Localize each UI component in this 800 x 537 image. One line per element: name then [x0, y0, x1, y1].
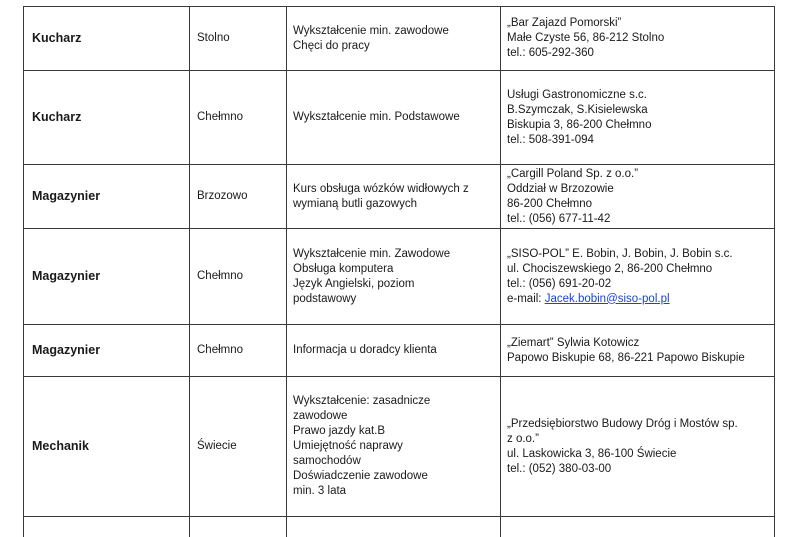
employer-line: tel.: 605-292-360 — [507, 47, 594, 59]
requirement-line: Wykształcenie min. zawodowe — [293, 24, 449, 37]
employer-cell — [501, 7, 775, 71]
requirements-cell — [287, 517, 501, 537]
requirement-line: zawodowe — [293, 410, 348, 422]
location-cell: Brzozowo — [190, 165, 287, 229]
employer-line: 86-200 Chełmno — [507, 197, 593, 210]
employer-line: tel.: (052) 380-03-00 — [507, 462, 612, 475]
requirement-line: Wykształcenie min. Zawodowe — [293, 247, 451, 260]
position-cell: Kucharz — [24, 71, 190, 165]
employer-line: „Przedsiębiorstwo Budowy Dróg i Mostów sp. — [507, 417, 738, 430]
table-row — [24, 165, 775, 229]
requirement-line: samochodów — [293, 455, 361, 467]
employer-line: ul. Laskowicka 3, 86-100 Świecie — [507, 447, 677, 460]
employer-line: z o.o.” — [507, 432, 539, 445]
requirement-line: wymianą butli gazowych — [293, 197, 418, 210]
email-label: e-mail: — [507, 292, 545, 305]
employer-email-line — [507, 292, 768, 307]
position-cell — [24, 517, 190, 537]
employer-line: Usługi Gastronomiczne s.c. — [507, 88, 647, 101]
employer-cell — [501, 517, 775, 537]
requirements-cell — [287, 71, 501, 165]
requirement-line: Wykształcenie: zasadnicze — [293, 395, 431, 407]
employer-line: „Ziemart” Sylwia Kotowicz — [507, 336, 640, 349]
table-row — [24, 229, 775, 325]
job-offers-table — [23, 6, 775, 537]
requirement-line: Język Angielski, poziom — [293, 277, 415, 290]
requirements-cell — [287, 377, 501, 517]
table-row-partial — [24, 517, 775, 537]
employer-line: tel.: 508-391-094 — [507, 133, 594, 146]
employer-cell — [501, 229, 775, 325]
email-link[interactable]: Jacek.bobin@siso-pol.pl — [544, 292, 670, 305]
table-row — [24, 325, 775, 377]
requirements-cell — [287, 229, 501, 325]
requirements-cell — [287, 325, 501, 377]
requirement-line: min. 3 lata — [293, 485, 347, 497]
location-cell: Chełmno — [190, 71, 287, 165]
requirements-cell — [287, 7, 501, 71]
location-cell: Chełmno — [190, 325, 287, 377]
requirement-line: Chęci do pracy — [293, 39, 370, 52]
job-offers-table-wrapper — [23, 6, 774, 537]
requirement-line: Doświadczenie zawodowe — [293, 470, 428, 482]
employer-cell — [501, 377, 775, 517]
requirement-line: podstawowy — [293, 292, 357, 305]
requirement-line: Informacja u doradcy klienta — [293, 344, 437, 356]
location-cell — [190, 517, 287, 537]
employer-line: Małe Czyste 56, 86-212 Stolno — [507, 32, 665, 44]
position-cell: Magazynier — [24, 229, 190, 325]
table-row — [24, 7, 775, 71]
employer-line: „Bar Zajazd Pomorski” — [507, 17, 622, 29]
employer-line: Papowo Biskupie 68, 86-221 Papowo Biskupie — [507, 351, 745, 364]
position-cell: Kucharz — [24, 7, 190, 71]
employer-line: tel.: (056) 677-11-42 — [507, 212, 611, 225]
employer-line: tel.: (056) 691-20-02 — [507, 277, 612, 290]
employer-line: Oddział w Brzozowie — [507, 182, 614, 195]
table-row — [24, 71, 775, 165]
location-cell: Świecie — [190, 377, 287, 517]
table-row — [24, 377, 775, 517]
employer-line: „SISO-POL” E. Bobin, J. Bobin, J. Bobin s.c. — [507, 247, 733, 260]
location-cell: Chełmno — [190, 229, 287, 325]
employer-cell — [501, 165, 775, 229]
employer-line: Biskupia 3, 86-200 Chełmno — [507, 118, 652, 131]
requirement-line: Obsługa komputera — [293, 262, 394, 275]
employer-cell — [501, 71, 775, 165]
employer-cell — [501, 325, 775, 377]
employer-line: B.Szymczak, S.Kisielewska — [507, 103, 648, 116]
position-cell: Mechanik — [24, 377, 190, 517]
requirement-line: Wykształcenie min. Podstawowe — [293, 111, 460, 123]
position-cell: Magazynier — [24, 165, 190, 229]
requirement-line: Prawo jazdy kat.B — [293, 425, 386, 437]
requirement-line: Kurs obsługa wózków widłowych z — [293, 182, 469, 195]
position-cell: Magazynier — [24, 325, 190, 377]
requirements-cell — [287, 165, 501, 229]
employer-line: „Cargill Poland Sp. z o.o.” — [507, 167, 639, 180]
requirement-line: Umiejętność naprawy — [293, 440, 403, 452]
employer-line: ul. Chociszewskiego 2, 86-200 Chełmno — [507, 262, 713, 275]
location-cell: Stolno — [190, 7, 287, 71]
